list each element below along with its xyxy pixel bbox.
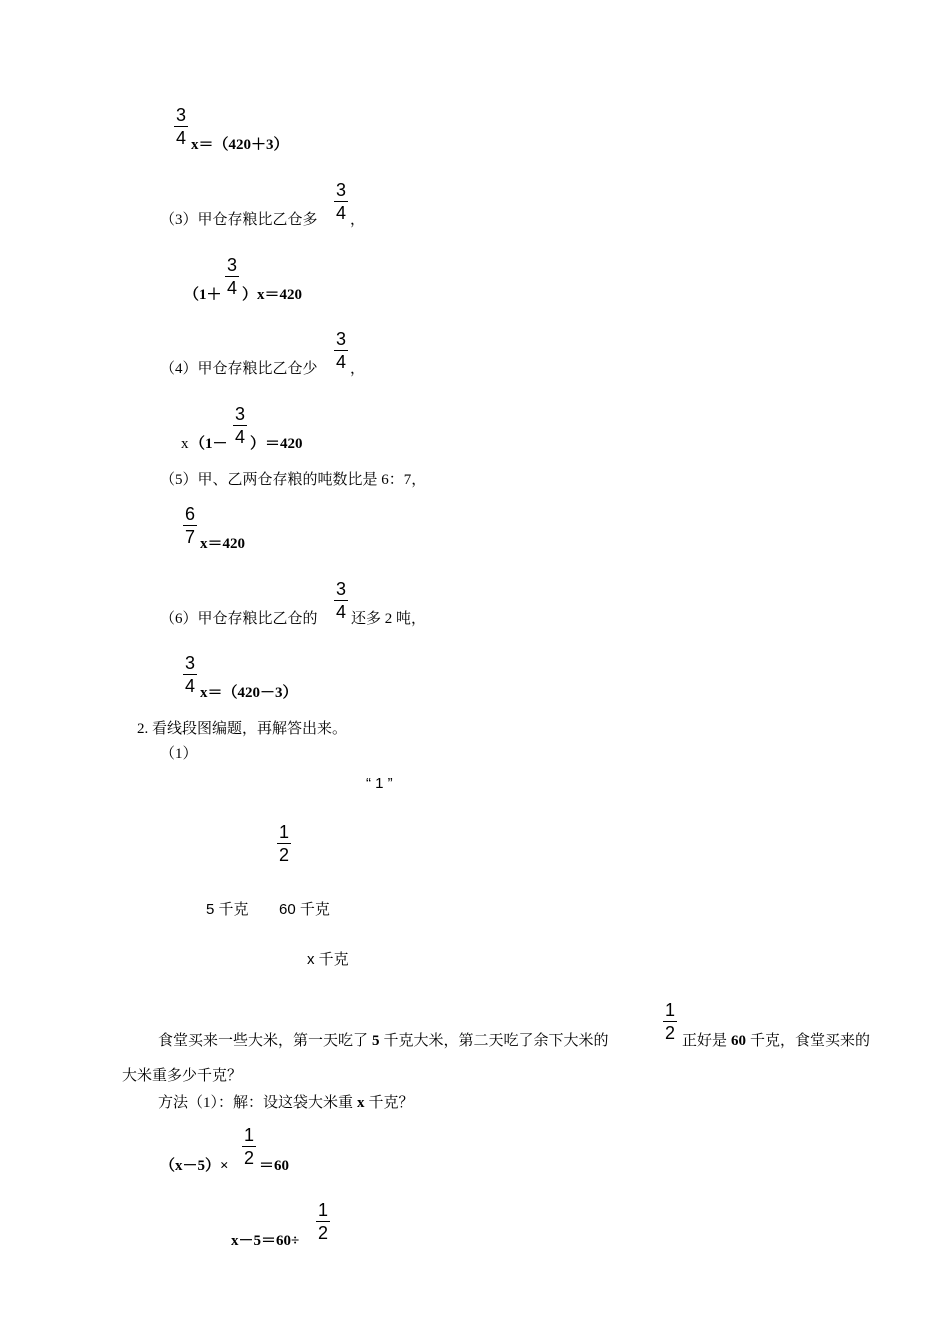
comma: ， [350, 361, 366, 377]
item-6-tail: 还多 2 吨， [351, 611, 427, 627]
problem-text-line1-end: 正好是 60 千克，食堂买来的 [682, 1033, 871, 1049]
fraction-three-quarters: 3 4 [335, 579, 346, 622]
sub-item-1: （1） [160, 746, 198, 762]
equation-3-left: （1＋ [184, 287, 222, 303]
item-6-text: （6）甲仓存粮比乙仓的 [160, 611, 318, 627]
diagram-label-xkg: x 千克 [307, 951, 349, 968]
fraction-three-quarters: 3 4 [335, 329, 346, 372]
equation-4-right: ）＝420 [250, 436, 303, 452]
equation-4-x: x [181, 436, 189, 452]
item-4-text: （4）甲仓存粮比乙仓少 [160, 361, 318, 377]
fraction-one-half: 1 2 [243, 1125, 254, 1168]
section-heading: 2. 看线段图编题，再解答出来。 [137, 721, 348, 737]
item-5-text: （5）甲、乙两仓存粮的吨数比是 6：7， [160, 472, 427, 488]
fraction-one-half: 1 2 [317, 1200, 328, 1243]
fraction-three-quarters: 3 4 [335, 180, 346, 223]
equation-6: x＝（420－3） [200, 685, 298, 701]
solution-step-1-left: （x－5）× [160, 1158, 229, 1174]
diagram-whole-label: “ 1 ” [366, 775, 393, 792]
equation-4-left: （1－ [190, 436, 228, 452]
equation-5: x＝420 [200, 536, 246, 552]
fraction-three-quarters: 3 4 [175, 105, 186, 148]
comma: ， [350, 212, 366, 228]
equation-2: x＝（420＋3） [191, 137, 289, 153]
fraction-six-sevenths: 6 7 [184, 504, 195, 547]
solution-step-2: x－5＝60÷ [231, 1233, 300, 1249]
problem-text-line1: 食堂买来一些大米，第一天吃了 5 千克大米，第二天吃了余下大米的 [158, 1033, 609, 1049]
diagram-label-60kg: 60 千克 [279, 901, 330, 918]
fraction-one-half: 1 2 [664, 1000, 675, 1043]
fraction-one-half: 1 2 [278, 822, 289, 865]
solution-step-1-right: ＝60 [259, 1158, 290, 1174]
problem-text-line2: 大米重多少千克？ [122, 1068, 243, 1084]
diagram-label-5kg: 5 千克 [206, 901, 249, 918]
fraction-three-quarters: 3 4 [234, 404, 245, 447]
equation-3-right: ）x＝420 [242, 287, 303, 303]
method-line: 方法（1）：解：设这袋大米重 x 千克？ [158, 1095, 414, 1111]
fraction-three-quarters: 3 4 [184, 653, 195, 696]
item-3-text: （3）甲仓存粮比乙仓多 [160, 212, 318, 228]
fraction-three-quarters: 3 4 [226, 255, 237, 298]
